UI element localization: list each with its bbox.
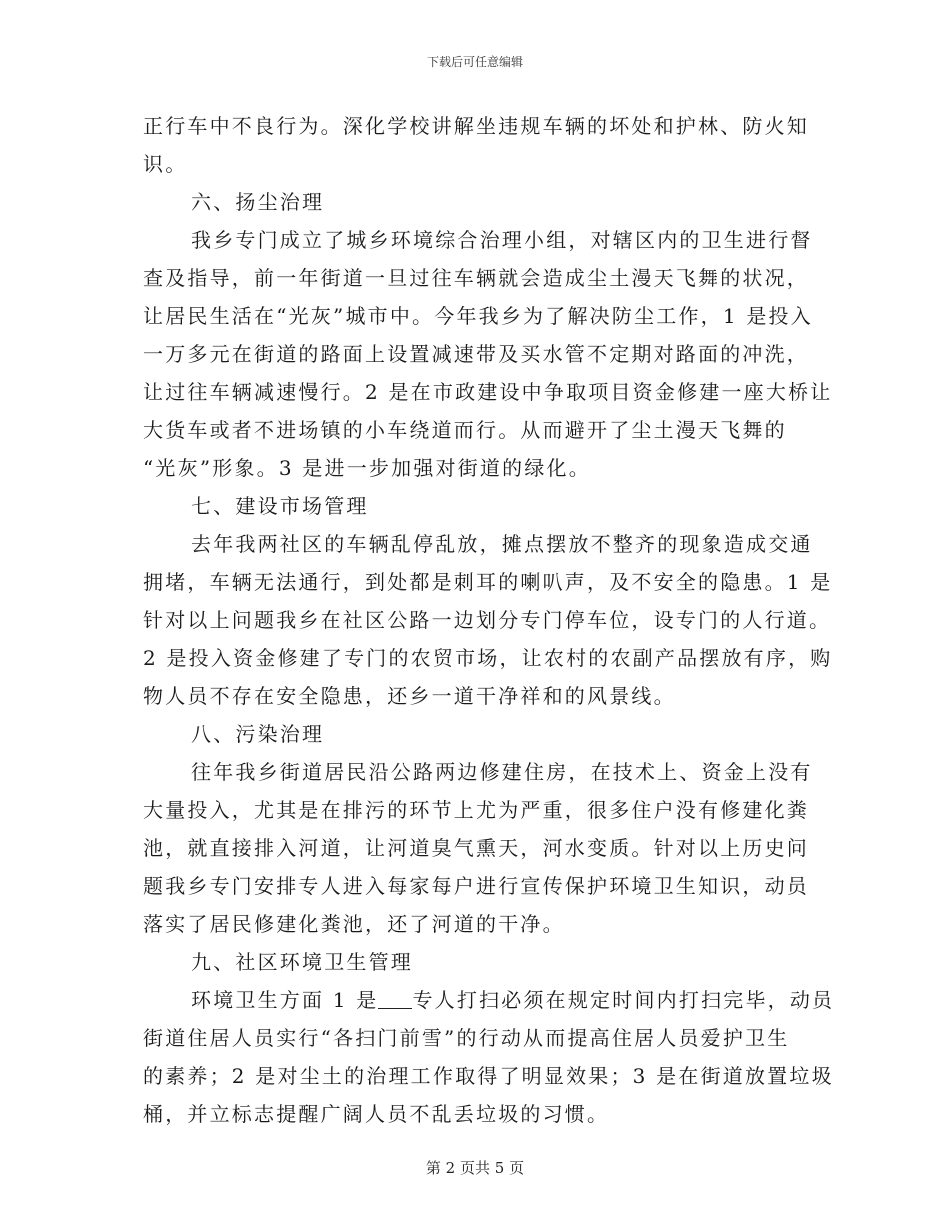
text-line-continuation: 专人打扫必须在规定时间内打扫完毕，动员	[412, 988, 835, 1012]
text-line	[143, 487, 808, 525]
text-line	[143, 1095, 808, 1133]
text-line-content: 池，就直接排入河道，让河道臭气熏天，河水变质。针对以上历史问	[143, 836, 809, 860]
text-line-content: 一万多元在街道的路面上设置减速带及买水管不定期对路面的冲洗，	[143, 342, 809, 366]
text-line	[143, 601, 832, 639]
text-line-content: 查及指导，前一年街道一旦过往车辆就会造成尘土漫天飞舞的状况，	[143, 266, 809, 290]
text-line	[143, 259, 808, 297]
text-line-content: 让过往车辆减速慢行。2 是在市政建设中争取项目资金修建一座大桥让	[143, 380, 833, 404]
text-line-content: 去年我两社区的车辆乱停乱放，摊点摆放不整齐的现象造成交通	[191, 532, 813, 556]
text-line-content: 物人员不存在安全隐患，还乡一道干净祥和的风景线。	[143, 684, 676, 708]
text-line-content: 大货车或者不进场镇的小车绕道而行。从而避开了尘土漫天飞舞的	[143, 418, 787, 442]
document-body	[143, 107, 835, 1133]
text-line-content: 正行车中不良行为。深化学校讲解坐违规车辆的坏处和护林、防火知	[143, 114, 809, 138]
text-line	[143, 107, 808, 145]
text-line-content: 桶，并立标志提醒广阔人员不乱丢垃圾的习惯。	[143, 1102, 610, 1126]
text-line	[143, 221, 813, 259]
text-line-content: 环境卫生方面 1 是	[191, 988, 379, 1012]
text-line-content: 的素养；2 是对尘土的治理工作取得了明显效果；3 是在街道放置垃圾	[143, 1064, 834, 1088]
text-line-content: 七、建设市场管理	[191, 494, 369, 518]
text-line-content: 大量投入，尤其是在排污的环节上尤为严重，很多住户没有修建化粪	[143, 798, 809, 822]
text-line-content: 拥堵，车辆无法通行，到处都是刺耳的喇叭声，及不安全的隐患。1 是	[143, 570, 833, 594]
text-line	[143, 525, 813, 563]
text-line-content: 街道住居人员实行“各扫门前雪”的行动从而提高住居人员爱护卫生	[143, 1026, 790, 1050]
text-line	[143, 981, 835, 1019]
text-line	[143, 905, 808, 943]
text-line-content: “光灰”形象。3 是进一步加强对街道的绿化。	[143, 456, 591, 480]
fill-in-blank	[378, 990, 412, 1009]
text-line	[143, 335, 808, 373]
text-line	[143, 829, 808, 867]
text-line	[143, 183, 808, 221]
text-line	[143, 411, 808, 449]
text-line	[143, 1019, 808, 1057]
text-line-content: 九、社区环境卫生管理	[191, 950, 413, 974]
text-line-content: 六、扬尘治理	[191, 190, 325, 214]
text-line-content: 识。	[143, 152, 188, 176]
text-line	[143, 639, 833, 677]
page-header: 下载后可任意编辑	[426, 55, 523, 69]
text-line	[143, 297, 813, 335]
text-line	[143, 563, 833, 601]
text-line	[143, 943, 808, 981]
text-line-content: 八、污染治理	[191, 722, 325, 746]
text-line-content: 往年我乡街道居民沿公路两边修建住房，在技术上、资金上没有	[191, 760, 813, 784]
text-line	[143, 753, 813, 791]
text-line-content: 2 是投入资金修建了专门的农贸市场，让农村的农副产品摆放有序，购	[143, 646, 833, 670]
text-line-content: 针对以上问题我乡在社区公路一边划分专门停车位，设专门的人行道。	[143, 608, 832, 632]
text-line-content: 我乡专门成立了城乡环境综合治理小组，对辖区内的卫生进行督	[191, 228, 813, 252]
text-line	[143, 145, 808, 183]
text-line-content: 题我乡专门安排专人进入每家每户进行宣传保护环境卫生知识，动员	[143, 874, 809, 898]
text-line	[143, 449, 808, 487]
text-line-content: 落实了居民修建化粪池，还了河道的干净。	[143, 912, 565, 936]
text-line	[143, 677, 808, 715]
text-line	[143, 715, 808, 753]
text-line	[143, 791, 808, 829]
page-footer: 第 2 页共 5 页	[425, 1159, 525, 1177]
text-line-content: 让居民生活在“光灰”城市中。今年我乡为了解决防尘工作，1 是投入	[143, 304, 813, 328]
text-line	[143, 373, 833, 411]
text-line	[143, 1057, 834, 1095]
text-line	[143, 867, 808, 905]
